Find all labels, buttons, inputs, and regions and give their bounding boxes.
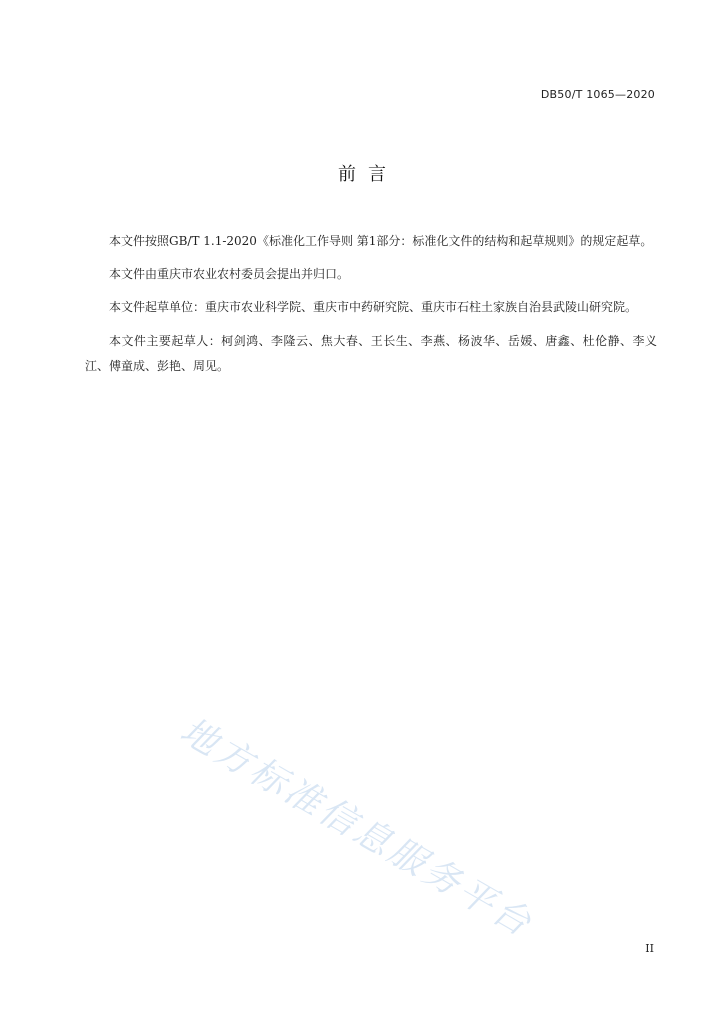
paragraph-standard-basis: 本文件按照GB/T 1.1-2020《标准化工作导则 第1部分：标准化文件的结构和起草规则》的规定起草。 <box>109 234 653 248</box>
document-code: DB50/T 1065—2020 <box>540 88 655 101</box>
paragraph-drafters: 本文件主要起草人：柯剑鸿、李隆云、焦大春、王长生、李燕、杨波华、岳媛、唐鑫、杜伦静、李义江、傅童成、彭艳、周见。 <box>85 333 657 374</box>
section-title: 前言 <box>338 164 398 185</box>
watermark-text: 地方标准信息服务平台 <box>173 710 541 946</box>
paragraph-proposer: 本文件由重庆市农业农村委员会提出并归口。 <box>109 266 350 281</box>
foreword-body <box>85 229 657 380</box>
page-number: II <box>645 942 654 955</box>
paragraph-drafting-units: 本文件起草单位：重庆市农业科学院、重庆市中药研究院、重庆市石柱土家族自治县武陵山研究院。 <box>109 300 638 315</box>
